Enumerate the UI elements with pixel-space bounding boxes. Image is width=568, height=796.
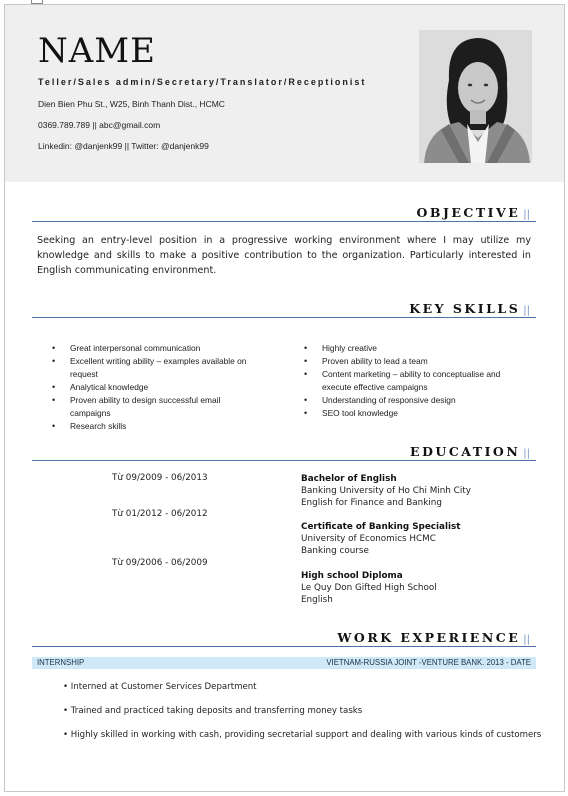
- skills-list-left: [52, 342, 252, 433]
- work-heading-text: WORK EXPERIENCE: [337, 630, 521, 645]
- education-date: Từ 01/2012 - 06/2012: [112, 509, 208, 519]
- skill-item: • Content marketing – ability to conceptualise and execute effective campaigns: [304, 368, 524, 394]
- heading-bars: ||: [523, 634, 530, 645]
- skills-heading-text: KEY SKILLS: [409, 301, 521, 316]
- work-heading: [337, 630, 530, 645]
- work-role: INTERNSHIP: [37, 658, 85, 667]
- education-date: Từ 09/2006 - 06/2009: [112, 558, 208, 568]
- education-detail: English for Finance and Banking: [301, 498, 442, 508]
- heading-bars: ||: [523, 305, 530, 316]
- contact-social: Linkedin: @danjenk99 || Twitter: @danjenk99: [38, 141, 209, 151]
- work-duty: • Interned at Customer Services Department: [63, 682, 257, 692]
- skill-item: • Highly creative: [304, 342, 524, 355]
- education-school: University of Economics HCMC: [301, 534, 436, 544]
- contact-phone-email: 0369.789.789 || abc@gmail.com: [38, 120, 161, 130]
- profile-photo-illustration: [419, 30, 532, 163]
- education-heading: [410, 444, 530, 459]
- skill-item: • Excellent writing ability – examples available on request: [52, 355, 252, 381]
- work-duty: • Highly skilled in working with cash, providing secretarial support and dealing with various kinds of customers: [63, 730, 542, 740]
- skills-rule: [32, 317, 536, 318]
- skill-item: • Great interpersonal communication: [52, 342, 252, 355]
- resume-header: [5, 5, 564, 182]
- education-degree: Bachelor of English: [301, 474, 397, 484]
- heading-bars: ||: [523, 448, 530, 459]
- skills-list-right: [304, 342, 524, 420]
- skill-item: • Understanding of responsive design: [304, 394, 524, 407]
- objective-rule: [32, 221, 536, 222]
- education-entry: [301, 473, 471, 509]
- skill-item: • Research skills: [52, 420, 252, 433]
- profile-photo: [419, 30, 532, 163]
- work-company: VIETNAM-RUSSIA JOINT -VENTURE BANK. 2013 - DATE: [326, 658, 531, 667]
- education-degree: High school Diploma: [301, 571, 403, 581]
- skill-item: • SEO tool knowledge: [304, 407, 524, 420]
- page-corner-marker: [31, 0, 43, 4]
- education-detail: English: [301, 595, 333, 605]
- work-rule: [32, 646, 536, 647]
- skills-heading: [409, 301, 530, 316]
- skill-item: • Proven ability to lead a team: [304, 355, 524, 368]
- candidate-title: Teller/Sales admin/Secretary/Translator/Receptionist: [38, 77, 367, 87]
- work-entry-bar: [32, 657, 536, 669]
- work-duty: • Trained and practiced taking deposits and transferring money tasks: [63, 706, 363, 716]
- education-heading-text: EDUCATION: [410, 444, 521, 459]
- education-entry: [301, 570, 437, 606]
- education-rule: [32, 460, 536, 461]
- education-entry: [301, 521, 460, 557]
- heading-bars: ||: [523, 209, 530, 220]
- contact-address: Dien Bien Phu St., W25, Binh Thanh Dist., HCMC: [38, 99, 225, 109]
- skill-item: • Analytical knowledge: [52, 381, 252, 394]
- education-school: Banking University of Ho Chi Minh City: [301, 486, 471, 496]
- candidate-name: NAME: [38, 31, 156, 71]
- education-degree: Certificate of Banking Specialist: [301, 522, 461, 532]
- skill-item: • Proven ability to design successful email campaigns: [52, 394, 252, 420]
- objective-text: Seeking an entry-level position in a progressive working environment where I may utilize my knowledge and skills to make a positive contribution to the organization. Particularly interested in English communicating environment.: [37, 235, 531, 276]
- education-date: Từ 09/2009 - 06/2013: [112, 473, 208, 483]
- objective-heading-text: OBJECTIVE: [416, 205, 521, 220]
- education-school: Le Quy Don Gifted High School: [301, 583, 437, 593]
- objective-heading: [417, 205, 530, 220]
- education-detail: Banking course: [301, 546, 369, 556]
